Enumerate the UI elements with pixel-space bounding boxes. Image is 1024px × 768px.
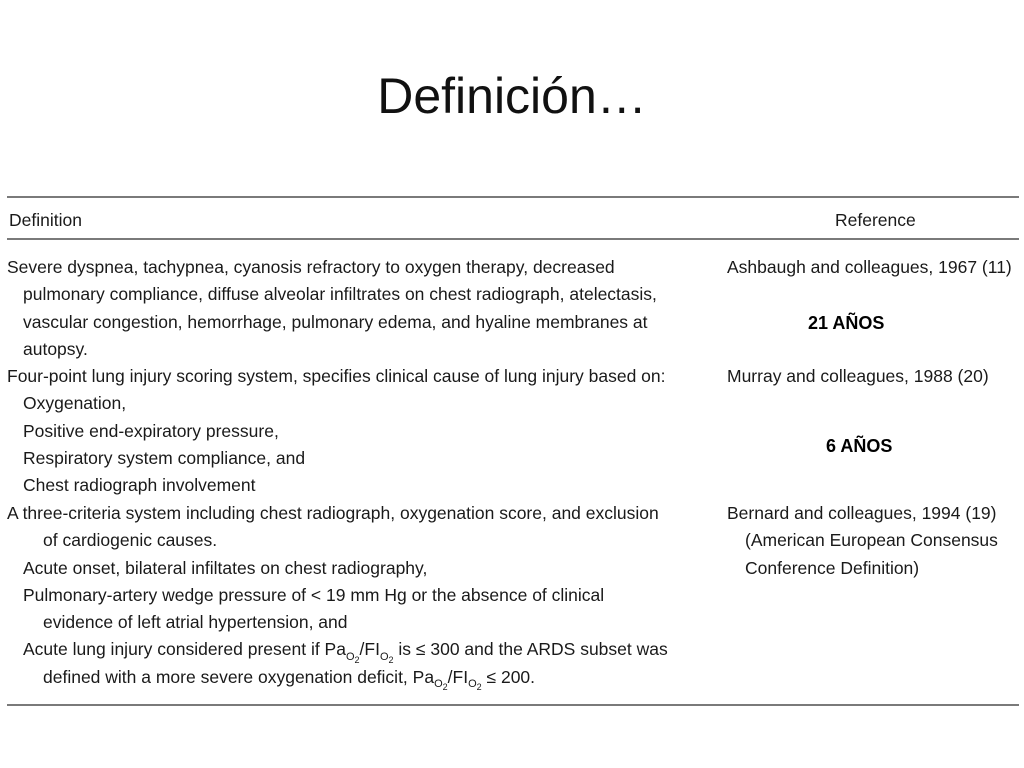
formula-subscript-letter: O (434, 678, 443, 691)
formula-text: is ≤ 300 and the ARDS subset was (393, 639, 668, 660)
definition-line: Oxygenation, (23, 393, 127, 414)
definition-line: Pulmonary-artery wedge pressure of < 19 mm Hg or the absence of clinical (23, 584, 605, 605)
definition-line: pulmonary compliance, diffuse alveolar infiltrates on chest radiograph, atelectasis, (23, 284, 657, 305)
slide-title: Definición… (377, 68, 647, 124)
definition-line: Severe dyspnea, tachypnea, cyanosis refractory to oxygen therapy, decreased (7, 257, 615, 277)
formula-subscript-number: 2 (388, 655, 394, 666)
formula-subscript-letter: O (379, 650, 389, 663)
header-reference: Reference (835, 210, 916, 230)
reference-cell (727, 363, 1024, 390)
definition-line: Four-point lung injury scoring system, specifies clinical cause of lung injury based on: (7, 366, 666, 386)
table-header (7, 198, 1019, 238)
formula-subscript (379, 650, 394, 666)
formula-subscript (468, 678, 482, 693)
formula-subscript-number: 2 (476, 682, 482, 693)
reference-cell (727, 254, 1024, 281)
definition-line: Respiratory system compliance, and (23, 447, 306, 468)
definition-cell (7, 254, 707, 363)
definition-line: Chest radiograph involvement (23, 475, 256, 496)
definition-line: vascular congestion, hemorrhage, pulmonary edema, and hyaline membranes at (23, 311, 648, 332)
formula-subscript-letter: O (345, 650, 355, 663)
reference-line: Murray and colleagues, 1988 (20) (727, 366, 989, 386)
formula-text: ≤ 200. (481, 666, 536, 687)
definition-formula-line (7, 636, 707, 666)
definition-line: Acute onset, bilateral infiltates on chest radiography, (23, 557, 428, 578)
formula-text: /FI (447, 666, 469, 687)
reference-line: Ashbaugh and colleagues, 1967 (11) (727, 257, 1012, 277)
formula-subscript-letter: O (468, 678, 477, 691)
formula-subscript (434, 678, 448, 693)
formula-subscript-number: 2 (442, 682, 448, 693)
formula-text: defined with a more severe oxygenation deficit, Pa (43, 666, 435, 687)
definition-line: of cardiogenic causes. (43, 530, 218, 551)
reference-line: Bernard and colleagues, 1994 (19) (727, 503, 997, 523)
annotation-6-years: 6 AÑOS (826, 436, 893, 456)
reference-cell (727, 500, 1024, 582)
reference-line: (American European Consensus (745, 530, 998, 551)
definition-line: autopsy. (23, 338, 88, 359)
annotation-21-years: 21 AÑOS (808, 313, 885, 333)
formula-text: /FI (359, 639, 380, 660)
definition-formula-line (7, 664, 707, 691)
table-body (7, 240, 1019, 706)
definition-cell (7, 363, 707, 499)
header-definition: Definition (9, 210, 82, 230)
definition-cell (7, 500, 707, 691)
reference-line: Conference Definition) (745, 557, 920, 578)
table-bottom-rule (7, 704, 1019, 706)
definition-line: Positive end-expiratory pressure, (23, 420, 279, 441)
formula-subscript (345, 650, 360, 666)
definition-line: A three-criteria system including chest radiograph, oxygenation score, and exclusion (7, 503, 659, 523)
formula-text: Acute lung injury considered present if Pa (23, 639, 346, 660)
formula-subscript-number: 2 (354, 655, 360, 666)
definition-line: evidence of left atrial hypertension, and (43, 612, 348, 633)
